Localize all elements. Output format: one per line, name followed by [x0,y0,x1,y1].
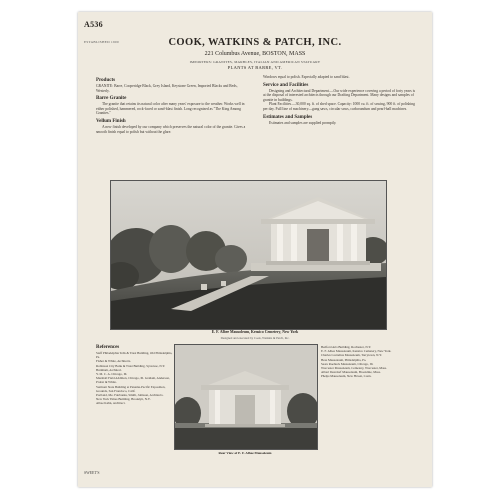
estimates-text: Estimates and samples are supplied promptly. [269,120,337,125]
estimates-heading: Estimates and Samples [263,114,313,120]
reference-item: Bedford Arts Building, Rochester, N.Y. [321,345,372,349]
mausoleum-photo-graphic [111,181,386,329]
main-photo-credit: Designed and executed by Cook, Watkins & Patch, Inc. [220,336,290,340]
reference-item: Portland, Me. Fairbanks, Smith, Johnson, Architects. [96,393,164,398]
vellum-heading: Vellum Finish [96,118,126,124]
page-footer: SWEET'S [84,471,100,475]
reference-item: Phelps Mausoleum, New Haven, Conn. [321,374,372,379]
established-note: ESTABLISHED 1900 [84,40,119,44]
company-name: COOK, WATKINS & PATCH, INC. [168,37,342,48]
reference-item: Marshall Field Addition, Chicago, Ill. Graham, Anderson, Probst & White. [96,376,170,385]
reference-item: Fisher & White, Architects. [96,359,132,364]
company-plants: PLANTS AT BARRE, VT. [227,65,283,70]
reference-item: Staff Philadelphia Tells & Trust Building, Old Philadelphia, Pa. [96,351,173,360]
products-heading: Products [96,78,116,83]
company-quarries: IMPORTERS: GRANITES, MARBLES, ITALIAN AND AMERICAN STATUARY [189,60,321,64]
service-text: Designing and Architectural Department.—Our wide experience covering a period of forty years is at the disposal of interested architects through our Drafting Department. Many designs and samples of granite in buildings. [263,88,416,102]
reference-item: Worcester Mausoleum, Cemetery, Worcester, Mass. [321,366,387,371]
reference-item: Albee Kahn, Architect. [96,401,126,406]
reference-item: New York Times Building, Brooklyn, N.Y. [96,397,151,402]
main-photo-caption: E. F. Albee Mausoleum, Kensico Cemetery, New York [211,330,299,334]
rear-view-photo-graphic [175,345,317,449]
reference-item: Robinson City Bank & Trust Building, Syracuse, N.Y. Burnham, Architect. [96,363,166,372]
products-text: GRANITE: Barre, Cooperidge Black, Grey Island, Keystone Green, Imported Blacks and Reds, Westerly. [96,84,238,93]
reference-item: Charles Cornelius Mausoleum, Tarrytown, N.Y. [321,353,382,358]
reference-item: Y. M. C. A. Chicago, Ill. [96,372,128,377]
references-left [96,345,174,406]
right-intro-text: Windows equal to polish. Especially adapted to sand blast. [263,75,350,79]
barre-heading: Barre Granite [96,96,127,102]
vellum-text: A new finish developed by our company which preserves the natural color of the granite. Gives a smooth finish equal to polish but without the glare. [96,124,246,134]
right-column [263,75,418,125]
reference-item: Vermont State Building at Panama-Pacific Exposition, Grounds, San Francisco, Calif. [96,384,166,393]
catalog-page [78,12,432,487]
reference-item: Albert Deardorf Mausoleum, Brookline, Mass. [321,370,381,375]
plant-facilities-text: Plant Facilities.—30,000 sq. ft. of shed space. Capacity: 1000 cu. ft. of sawing, 900 ft. of polishing per day. Full line of machinery—gang saws, circular saws, carborundum and pearl-ball machines. [263,102,415,111]
service-heading: Service and Facilities [263,82,309,88]
rear-view-photo [174,344,318,450]
rear-photo-caption: Rear View of E. F. Albee Mausoleum [218,451,272,455]
company-address: 221 Columbus Avenue, BOSTON, MASS [204,51,306,57]
reference-item: Sears Roebuck Mausoleum, Chicago, Ill. [321,361,374,366]
reference-item: E. F. Albee Mausoleum, Kensico Cemetery, New York. [321,349,392,354]
reference-item: Hess Mausoleum, Philadelphia, Pa. [321,357,367,362]
references-right [321,345,411,379]
references-heading: References [96,345,120,350]
page-number: A536 [84,20,103,29]
mausoleum-photo [110,180,387,330]
left-column [96,75,246,134]
barre-text: The granite that retains its natural color after many years' exposure to the weather. Works well in either polished, hammered, rock-faced or sand-blast finish. Long recognized as "The King Among Granites." [96,102,245,116]
